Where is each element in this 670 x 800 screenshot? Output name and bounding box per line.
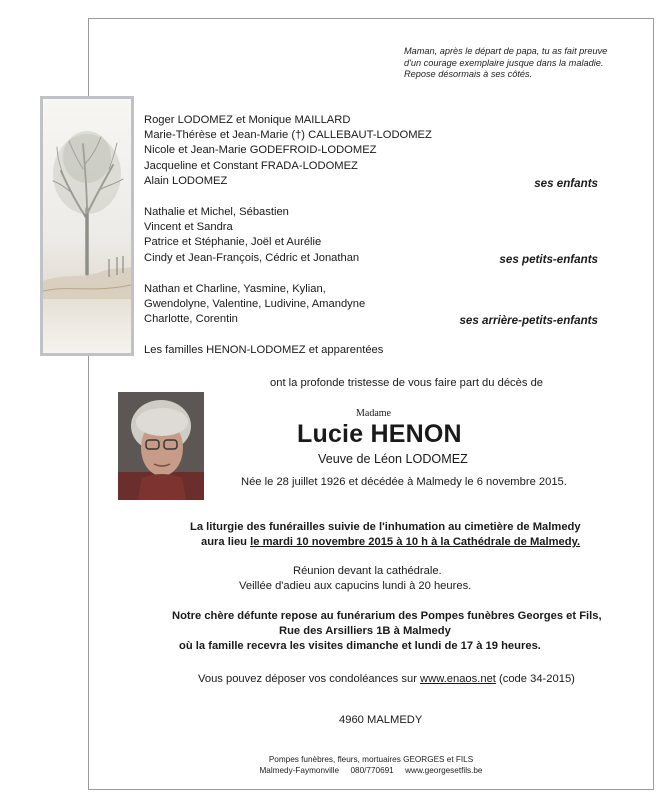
grandchildren-list xyxy=(144,205,359,266)
footer-line-1: Pompes funèbres, fleurs, mortuaires GEORGES et FILS xyxy=(268,755,474,764)
funeral-home-line-3: où la famille recevra les visites dimanche et lundi de 17 à 19 heures. xyxy=(179,640,541,652)
children-label: ses enfants xyxy=(534,177,598,190)
deceased-name xyxy=(297,420,462,449)
footer-website[interactable]: www.georgesetfils.be xyxy=(405,766,483,775)
family-line: Charlotte, Corentin xyxy=(144,313,238,326)
meeting-line-2: Veillée d'adieu aux capucins lundi à 20 heures. xyxy=(239,580,472,592)
family-line: Nathan et Charline, Yasmine, Kylian, xyxy=(144,283,326,295)
footer-line-2 xyxy=(88,766,654,775)
address: 4960 MALMEDY xyxy=(339,714,423,726)
birth-death-dates: Née le 28 juillet 1926 et décédée à Malmedy le 6 novembre 2015. xyxy=(241,476,567,488)
quote-line: Maman, après le départ de papa, tu as fait preuve xyxy=(404,46,608,56)
great-grandchildren-list xyxy=(144,282,365,328)
grandchildren-label: ses petits-enfants xyxy=(499,253,598,266)
portrait-photo xyxy=(118,392,204,500)
announcement: ont la profonde tristesse de vous faire part du décès de xyxy=(270,377,544,389)
quote-line: d'un courage exemplaire jusque dans la maladie. xyxy=(404,57,604,68)
meeting-line-1: Réunion devant la cathédrale. xyxy=(293,565,442,577)
quote xyxy=(404,46,624,81)
family-line: Roger LODOMEZ et Monique MAILLARD xyxy=(144,114,351,126)
deceased-title: Madame xyxy=(356,408,391,419)
condolences-link[interactable]: www.enaos.net xyxy=(420,673,496,685)
liturgy-prefix: aura lieu xyxy=(201,536,251,548)
footer-phone: 080/770691 xyxy=(350,766,394,775)
tree-illustration xyxy=(40,96,134,356)
other-families xyxy=(144,343,383,358)
family-line: Nicole et Jean-Marie GODEFROID-LODOMEZ xyxy=(144,144,377,157)
family-line: Alain LODOMEZ xyxy=(144,174,228,187)
family-line: Cindy et Jean-François, Cédric et Jonathan xyxy=(144,251,360,264)
quote-line: Repose désormais à ses côtés. xyxy=(404,69,533,79)
funeral-home-line-1: Notre chère défunte repose au funérarium des Pompes funèbres Georges et Fils, xyxy=(172,610,602,622)
great-grandchildren-label: ses arrière-petits-enfants xyxy=(459,314,598,327)
liturgy-line-2 xyxy=(201,536,580,548)
last-name: HENON xyxy=(370,420,462,448)
condolences-prefix: Vous pouvez déposer vos condoléances sur xyxy=(198,673,421,685)
condolences-suffix: (code 34-2015) xyxy=(495,673,575,685)
children-list xyxy=(144,113,432,189)
liturgy-date: le mardi 10 novembre 2015 à 10 h à la Cathédrale de Malmedy. xyxy=(250,536,581,548)
family-line: Nathalie et Michel, Sébastien xyxy=(144,206,289,218)
widow-of: Veuve de Léon LODOMEZ xyxy=(318,452,468,466)
first-name: Lucie xyxy=(297,420,364,448)
family-line: Les familles HENON-LODOMEZ et apparentées xyxy=(144,344,384,356)
family-line: Marie-Thérèse et Jean-Marie (†) CALLEBAUT-LODOMEZ xyxy=(144,129,432,142)
liturgy-line-1: La liturgie des funérailles suivie de l'inhumation au cimetière de Malmedy xyxy=(190,521,581,533)
funeral-home-line-2: Rue des Arsilliers 1B à Malmedy xyxy=(279,625,451,637)
family-line: Patrice et Stéphanie, Joël et Aurélie xyxy=(144,236,322,249)
family-line: Vincent et Sandra xyxy=(144,221,233,234)
condolences xyxy=(198,673,575,685)
family-line: Gwendolyne, Valentine, Ludivine, Amandyne xyxy=(144,298,366,311)
footer-city: Malmedy-Faymonville xyxy=(259,766,340,775)
family-line: Jacqueline et Constant FRADA-LODOMEZ xyxy=(144,159,358,172)
